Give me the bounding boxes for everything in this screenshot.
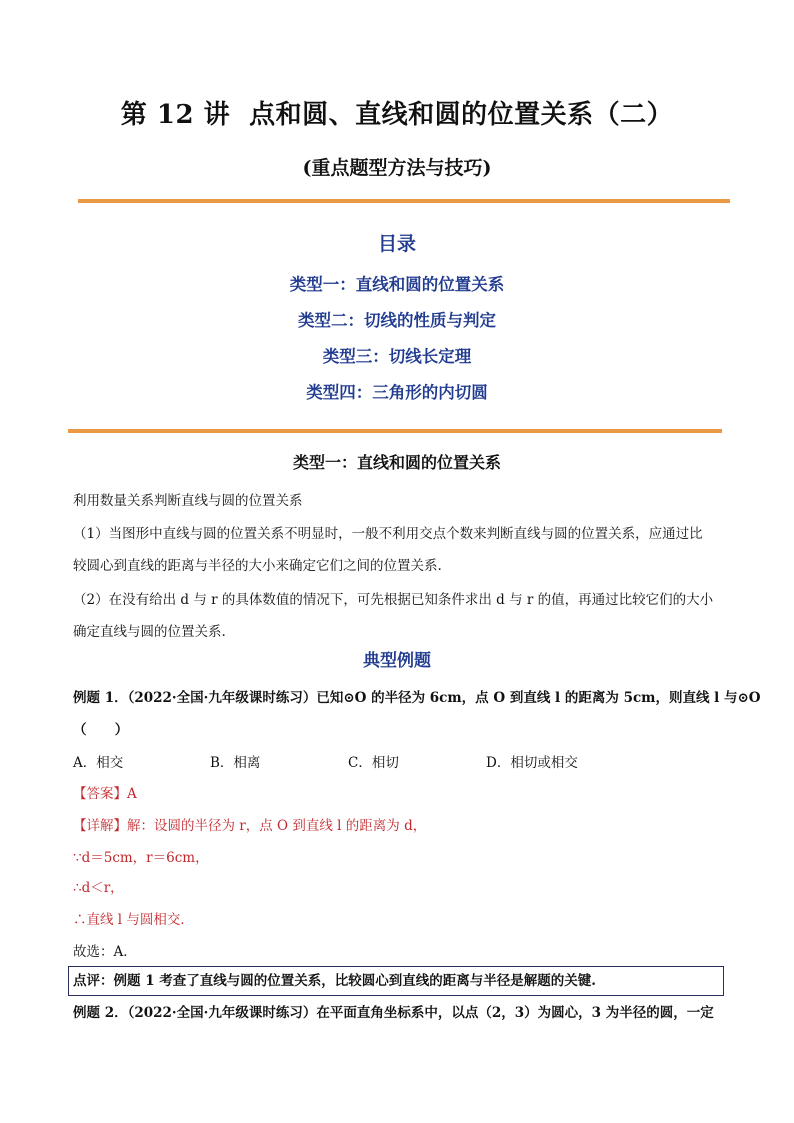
option-c: C．相切 — [348, 755, 399, 771]
detail-line: ∵d＝5cm，r＝6cm， — [73, 850, 209, 866]
detail-line: ∴d＜r， — [73, 880, 124, 896]
paragraph-line: 较圆心到直线的距离与半径的大小来确定它们之间的位置关系. — [73, 558, 442, 574]
comment-box — [68, 966, 724, 996]
option-a: A．相交 — [73, 755, 124, 771]
paragraph-line: （1）当图形中直线与圆的位置关系不明显时，一般不利用交点个数来判断直线与圆的位置关系，应通过比 — [73, 526, 703, 542]
comment-text: 点评：例题 1 考查了直线与圆的位置关系，比较圆心到直线的距离与半径是解题的关键. — [73, 973, 596, 989]
divider-rule-top — [78, 199, 730, 203]
detail-line: 【详解】解：设圆的半径为 r，点 O 到直线 l 的距离为 d， — [73, 818, 427, 834]
question-line-example-2: 例题 2．（2022·全国·九年级课时练习）在平面直角坐标系中，以点（2，3）为圆心，3 为半径的圆，一定 — [73, 1005, 714, 1021]
toc-item-type-4: 类型四：三角形的内切圆 — [306, 383, 488, 402]
section-heading: 类型一：直线和圆的位置关系 — [292, 453, 501, 472]
option-d: D．相切或相交 — [486, 755, 578, 771]
option-b: B．相离 — [210, 755, 261, 771]
toc-item-type-2: 类型二：切线的性质与判定 — [298, 311, 496, 330]
divider-rule-toc — [68, 429, 722, 433]
conclusion-line: 故选：A． — [73, 944, 137, 960]
toc-item-type-3: 类型三：切线长定理 — [322, 347, 472, 366]
paragraph-line: 确定直线与圆的位置关系. — [73, 624, 226, 640]
toc-item-type-1: 类型一：直线和圆的位置关系 — [289, 275, 505, 294]
question-line: 例题 1．（2022·全国·九年级课时练习）已知⊙O 的半径为 6cm，点 O 到直线 l 的距离为 5cm，则直线 l 与⊙O — [73, 690, 761, 706]
page-subtitle: (重点题型方法与技巧) — [302, 157, 492, 179]
answer-line: 【答案】A — [73, 786, 137, 802]
detail-line: ∴直线 l 与圆相交． — [73, 912, 194, 928]
question-blank: （ ） — [73, 722, 129, 738]
page-title: 第 12 讲 点和圆、直线和圆的位置关系（二） — [120, 100, 674, 130]
examples-heading: 典型例题 — [363, 651, 431, 671]
toc-heading: 目录 — [377, 233, 416, 255]
section-intro: 利用数量关系判断直线与圆的位置关系 — [73, 493, 303, 509]
paragraph-line: （2）在没有给出 d 与 r 的具体数值的情况下，可先根据已知条件求出 d 与 r 的值，再通过比较它们的大小 — [73, 592, 714, 608]
